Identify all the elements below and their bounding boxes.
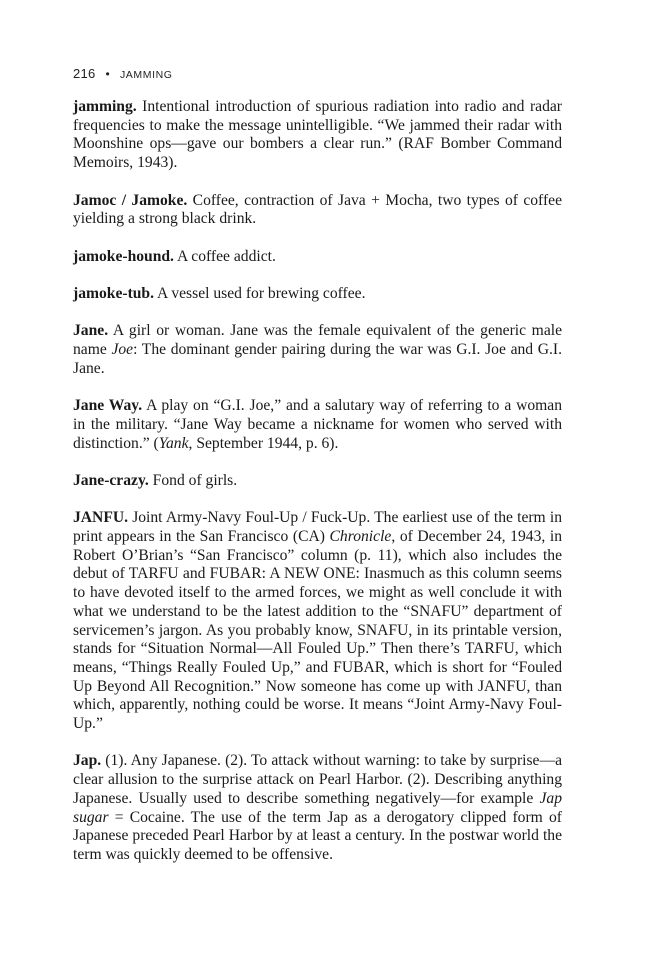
definition: Joint Army-Navy Foul-Up / Fuck-Up. The earliest use of the term in print appears in the San Francisco (CA) xyxy=(73,509,562,546)
definition: A play on “G.I. Joe,” and a salutary way of referring to a woman in the military. “Jane Way became a nickname for women who served with distinction.” ( xyxy=(73,397,562,452)
italic-term: Jap sugar xyxy=(73,789,562,826)
headword: Jane Way. xyxy=(73,397,143,415)
headword: JANFU. xyxy=(73,509,129,527)
definition: A girl or woman. Jane was the female equivalent of the generic male name xyxy=(73,322,562,359)
headword: Jane. xyxy=(73,322,109,340)
definition: A vessel used for brewing coffee. xyxy=(154,284,366,302)
entry-jamoc xyxy=(73,192,562,229)
italic-term: Joe xyxy=(111,341,134,359)
headword: Jamoc / Jamoke. xyxy=(73,191,188,209)
entry-jane xyxy=(73,322,562,378)
headword: Jane-crazy. xyxy=(73,471,149,489)
definition: Coffee, contraction of Java + Mocha, two types of coffee yielding a strong black drink. xyxy=(73,191,562,228)
headword: jamoke-hound. xyxy=(73,247,174,265)
definition: , September 1944, p. 6). xyxy=(188,434,339,452)
italic-source: Chronicle xyxy=(329,528,392,546)
running-header xyxy=(73,66,173,81)
running-head: JAMMING xyxy=(119,69,173,81)
definition: , of December 24, 1943, in Robert O’Brian’s “San Francisco” column (p. 11), which also includes the debut of TARFU and FUBAR: A NEW ONE: Inasmuch as this column seems to have devoted itself to the armed forces, we might as well conclude it with what we understand to be the latest addition to the “SNAFU” department of servicemen’s jargon. As you probably know, SNAFU, in its printable version, stands for “Situation Normal—All Fouled Up.” Then there’s TARFU, which means, “Things Really Fouled Up,” and FUBAR, which is short for “Fouled Up Beyond All Recognition.” Now someone has come up with JANFU, than which, apparently, nothing could be worse. It means “Joint Army-Navy Foul-Up.” xyxy=(73,528,562,733)
definition: Fond of girls. xyxy=(148,471,238,489)
entry-jamoke-hound xyxy=(73,248,562,267)
definition: : The dominant gender pairing during the war was G.I. Joe and G.I. Jane. xyxy=(73,341,562,377)
entry-jap xyxy=(73,752,562,864)
page-number: 216 xyxy=(73,66,96,81)
headword: jamming. xyxy=(73,98,137,115)
entry-jamoke-tub xyxy=(73,285,562,304)
headword: jamoke-tub. xyxy=(73,284,154,302)
headword: Jap. xyxy=(73,752,102,770)
definition: (1). Any Japanese. (2). To attack without warning: to take by surprise—a clear allusion to the surprise attack on Pearl Harbor. (2). Describing anything Japanese. Usually used to describe something negatively—for example xyxy=(73,752,562,807)
definition: = Cocaine. The use of the term Jap as a derogatory clipped form of Japanese preceded Pearl Harbor by at least a century. In the postwar world the term was quickly deemed to be offensive. xyxy=(73,808,562,863)
definition: Intentional introduction of spurious radiation into radio and radar frequencies to make the message unintelligible. “We jammed their radar with Moonshine ops—gave our bombers a clear run.” (RAF Bomber Command Memoirs, 1943). xyxy=(73,98,562,172)
italic-source: Yank xyxy=(158,434,189,452)
entry-jane-crazy xyxy=(73,472,562,491)
dictionary-body xyxy=(73,98,562,883)
header-bullet: • xyxy=(105,67,111,81)
entry-jane-way xyxy=(73,397,562,453)
entry-janfu xyxy=(73,509,562,733)
entry-jamming xyxy=(73,98,562,173)
definition: A coffee addict. xyxy=(173,247,276,265)
